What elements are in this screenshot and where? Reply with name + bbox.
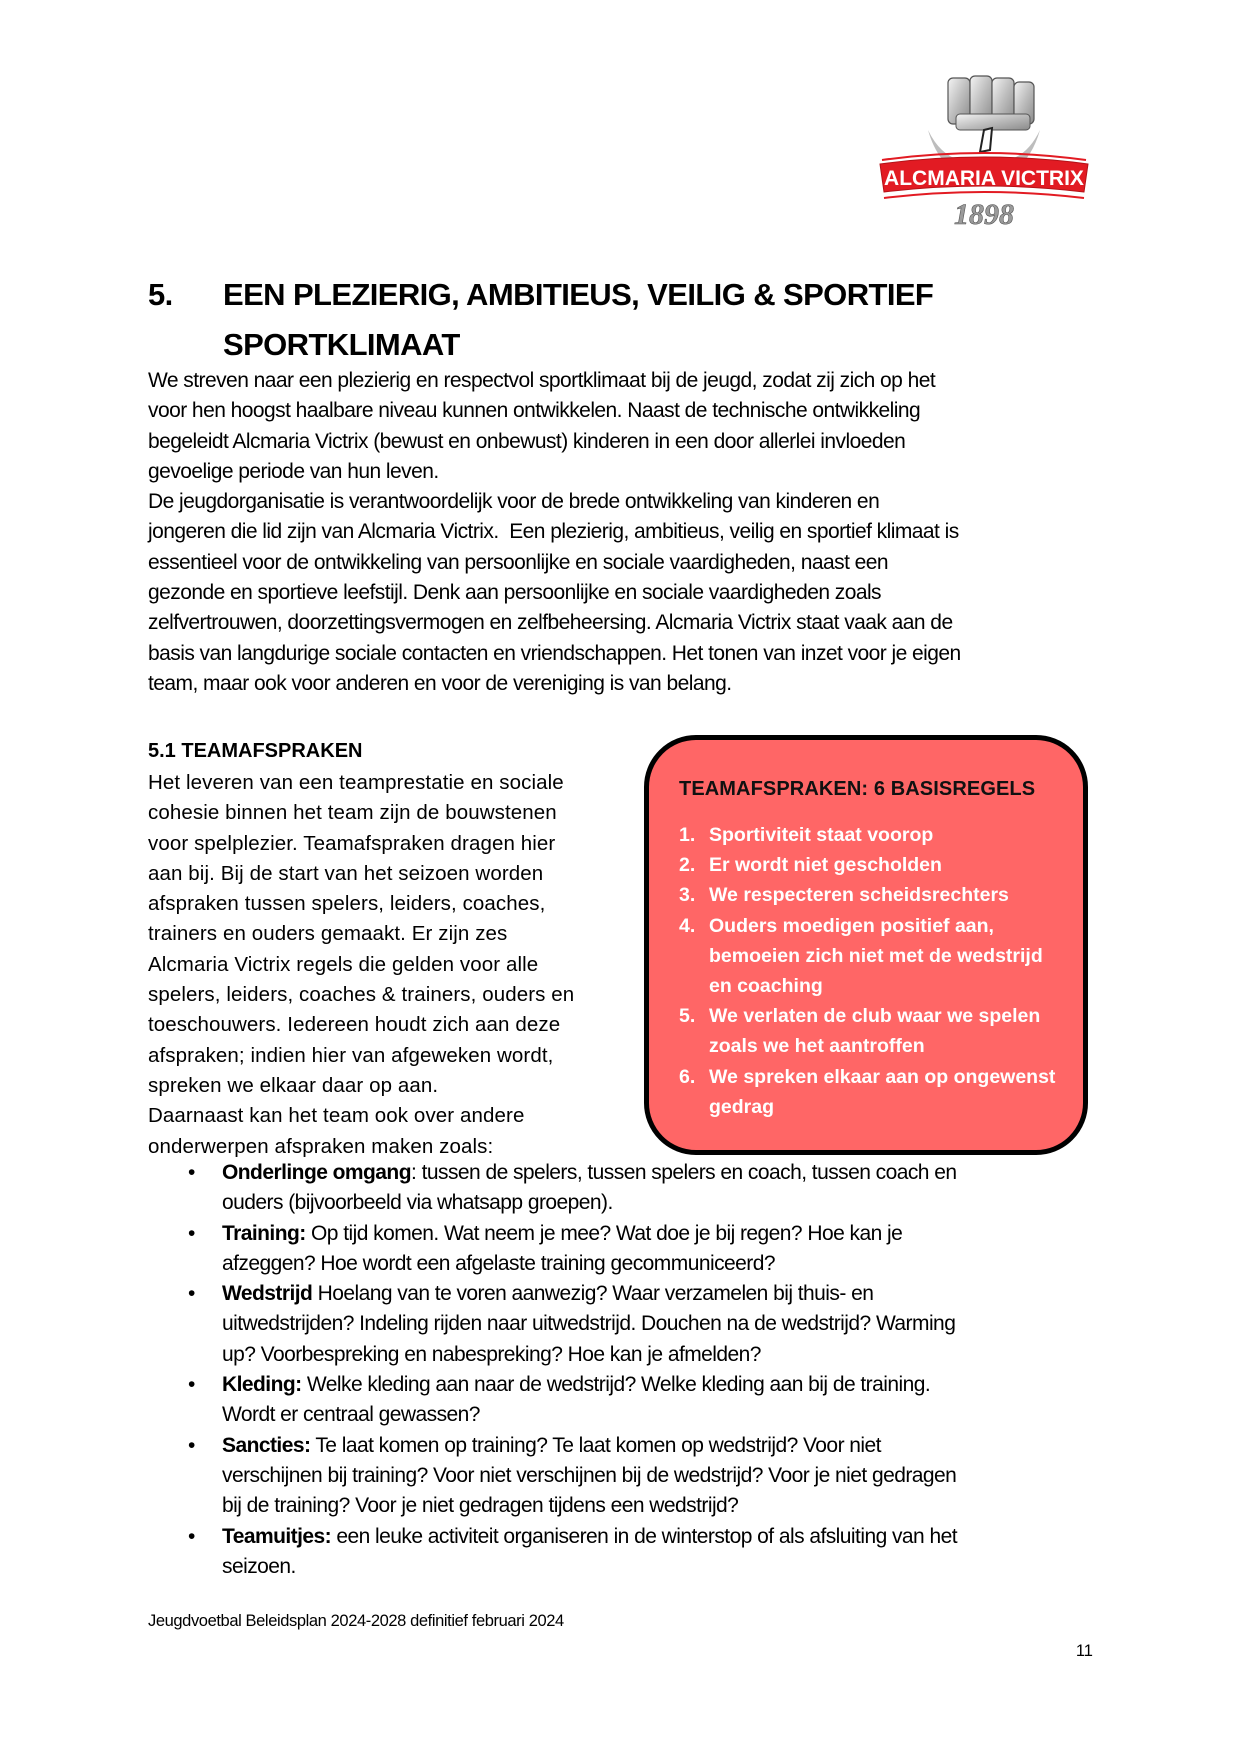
- topic-line: Wordt er centraal gewassen?: [222, 1403, 480, 1427]
- topic-label: Training:: [222, 1221, 306, 1245]
- topic-label: Onderlinge omgang: [222, 1161, 411, 1184]
- intro-paragraph: [148, 366, 1108, 699]
- rule-number: 4.: [679, 914, 696, 937]
- topics-list: [148, 1158, 1108, 1582]
- paragraph-line: spreken we elkaar daar op aan.: [148, 1073, 439, 1097]
- intro-line: essentieel voor de ontwikkeling van persoonlijke en sociale vaardigheden, naast een: [148, 550, 889, 574]
- paragraph-line: Daarnaast kan het team ook over andere: [148, 1104, 525, 1128]
- topic-line: up? Voorbespreking en nabespreking? Hoe kan je afmelden?: [222, 1342, 761, 1366]
- topic-label: Kleding:: [222, 1373, 302, 1397]
- rule-text: gedrag: [709, 1095, 775, 1118]
- fist-emblem-icon: [868, 70, 1100, 230]
- topic-line: uitwedstrijden? Indeling rijden naar uitwedstrijd. Douchen na de wedstrijd? Warming: [222, 1312, 956, 1336]
- rule-number: 6.: [679, 1065, 696, 1088]
- intro-line: basis van langdurige sociale contacten en vriendschappen. Het tonen van inzet voor je eigen: [148, 641, 961, 665]
- club-logo: [868, 70, 1100, 230]
- bullet-icon: •: [188, 1373, 195, 1397]
- footer-text: Jeugdvoetbal Beleidsplan 2024-2028 definitief februari 2024: [148, 1612, 564, 1630]
- section-title: EEN PLEZIERIG, AMBITIEUS, VEILIG & SPORTIEF SPORTKLIMAAT: [223, 277, 934, 362]
- topic-item: [148, 1370, 1108, 1431]
- rules-list: [679, 820, 1079, 1122]
- rule-text: bemoeien zich niet met de wedstrijd: [709, 944, 1043, 967]
- topic-line: Sancties: Te laat komen op training? Te laat komen op wedstrijd? Voor niet: [222, 1433, 881, 1457]
- rule-text: Er wordt niet gescholden: [709, 854, 942, 877]
- rule-number: 1.: [679, 824, 696, 846]
- rules-callout-box: [644, 735, 1088, 1155]
- rule-number: 3.: [679, 884, 696, 907]
- rule-item: [679, 1062, 1079, 1122]
- intro-line: We streven naar een plezierig en respectvol sportklimaat bij de jeugd, zodat zij zich op het: [148, 369, 936, 392]
- bullet-icon: •: [188, 1524, 195, 1548]
- topic-line: bij de training? Voor je niet gedragen tijdens een wedstrijd?: [222, 1494, 739, 1518]
- paragraph-line: Het leveren van een teamprestatie en sociale: [148, 771, 564, 794]
- topic-item: [148, 1431, 1108, 1522]
- rule-item: [679, 880, 1079, 910]
- svg-text:1898: 1898: [954, 198, 1014, 230]
- topic-line: afzeggen? Hoe wordt een afgelaste training gecommuniceerd?: [222, 1251, 775, 1275]
- bullet-icon: •: [188, 1221, 195, 1245]
- section-number: 5.: [148, 277, 173, 312]
- rule-text: zoals we het aantroffen: [709, 1035, 925, 1058]
- rules-title: TEAMAFSPRAKEN: 6 BASISREGELS: [679, 778, 1036, 800]
- intro-line: gezonde en sportieve leefstijl. Denk aan persoonlijke en sociale vaardigheden zoals: [148, 581, 882, 605]
- rule-text: We verlaten de club waar we spelen: [709, 1005, 1041, 1028]
- topic-label: Sancties:: [222, 1433, 311, 1457]
- paragraph-line: afspraken tussen spelers, leiders, coaches,: [148, 892, 546, 916]
- rule-text: We respecteren scheidsrechters: [709, 884, 1009, 907]
- paragraph-line: aan bij. Bij de start van het seizoen worden: [148, 861, 544, 885]
- topic-item: [148, 1158, 1108, 1219]
- intro-line: team, maar ook voor anderen en voor de vereniging is van belang.: [148, 671, 732, 695]
- svg-text:ALCMARIA VICTRIX: ALCMARIA VICTRIX: [884, 167, 1084, 190]
- rule-item: [679, 850, 1079, 880]
- topic-line: Teamuitjes: een leuke activiteit organiseren in de winterstop of als afsluiting van het: [222, 1524, 958, 1548]
- intro-line: gevoelige periode van hun leven.: [148, 459, 439, 483]
- teamafspraken-paragraph: [148, 768, 628, 1162]
- paragraph-line: voor spelplezier. Teamafspraken dragen hier: [148, 831, 556, 855]
- topic-line: Wedstrijd Hoelang van te voren aanwezig? Waar verzamelen bij thuis- en: [222, 1282, 874, 1306]
- page-number: 11: [1075, 1642, 1093, 1660]
- intro-line: De jeugdorganisatie is verantwoordelijk voor de brede ontwikkeling van kinderen en: [148, 490, 880, 514]
- rule-text: We spreken elkaar aan op ongewenst: [709, 1065, 1056, 1088]
- rule-text: en coaching: [709, 975, 823, 998]
- topic-item: [148, 1219, 1108, 1280]
- topic-line: Kleding: Welke kleding aan naar de wedstrijd? Welke kleding aan bij de training.: [222, 1373, 931, 1397]
- topic-line: seizoen.: [222, 1554, 296, 1578]
- intro-line: voor hen hoogst haalbare niveau kunnen ontwikkelen. Naast de technische ontwikkeling: [148, 399, 921, 423]
- rule-item: [679, 820, 1079, 850]
- topic-item: [148, 1522, 1108, 1583]
- paragraph-line: onderwerpen afspraken maken zoals:: [148, 1134, 494, 1158]
- topic-line: verschijnen bij training? Voor niet verschijnen bij de wedstrijd? Voor je niet gedragen: [222, 1463, 957, 1487]
- topic-line: Onderlinge omgang: tussen de spelers, tussen spelers en coach, tussen coach en: [222, 1161, 957, 1184]
- bullet-icon: •: [188, 1433, 195, 1457]
- subsection-title: 5.1 TEAMAFSPRAKEN: [148, 740, 363, 762]
- rule-number: 2.: [679, 854, 696, 877]
- topic-item: [148, 1279, 1108, 1370]
- paragraph-line: Alcmaria Victrix regels die gelden voor alle: [148, 952, 539, 976]
- topic-label: Teamuitjes:: [222, 1524, 332, 1548]
- rule-text: Sportiviteit staat voorop: [709, 824, 934, 846]
- rule-text: Ouders moedigen positief aan,: [709, 914, 994, 937]
- bullet-icon: •: [188, 1282, 195, 1306]
- intro-line: jongeren die lid zijn van Alcmaria Victrix. Een plezierig, ambitieus, veilig en sportief klimaat is: [148, 520, 959, 544]
- section-heading: [148, 270, 1108, 370]
- rule-item: [679, 911, 1079, 1002]
- paragraph-line: toeschouwers. Iedereen houdt zich aan deze: [148, 1013, 561, 1037]
- intro-line: begeleidt Alcmaria Victrix (bewust en onbewust) kinderen in een door allerlei invloeden: [148, 429, 906, 453]
- rule-item: [679, 1001, 1079, 1061]
- paragraph-line: cohesie binnen het team zijn de bouwstenen: [148, 801, 557, 825]
- topic-label: Wedstrijd: [222, 1282, 313, 1306]
- bullet-icon: •: [188, 1161, 195, 1184]
- topic-line: ouders (bijvoorbeeld via whatsapp groepen).: [222, 1191, 613, 1215]
- paragraph-line: afspraken; indien hier van afgeweken wordt,: [148, 1043, 554, 1067]
- paragraph-line: trainers en ouders gemaakt. Er zijn zes: [148, 922, 508, 946]
- paragraph-line: spelers, leiders, coaches & trainers, ouders en: [148, 983, 575, 1007]
- topic-line: Training: Op tijd komen. Wat neem je mee? Wat doe je bij regen? Hoe kan je: [222, 1221, 903, 1245]
- rule-number: 5.: [679, 1005, 696, 1028]
- intro-line: zelfvertrouwen, doorzettingsvermogen en zelfbeheersing. Alcmaria Victrix staat vaak aan de: [148, 611, 953, 635]
